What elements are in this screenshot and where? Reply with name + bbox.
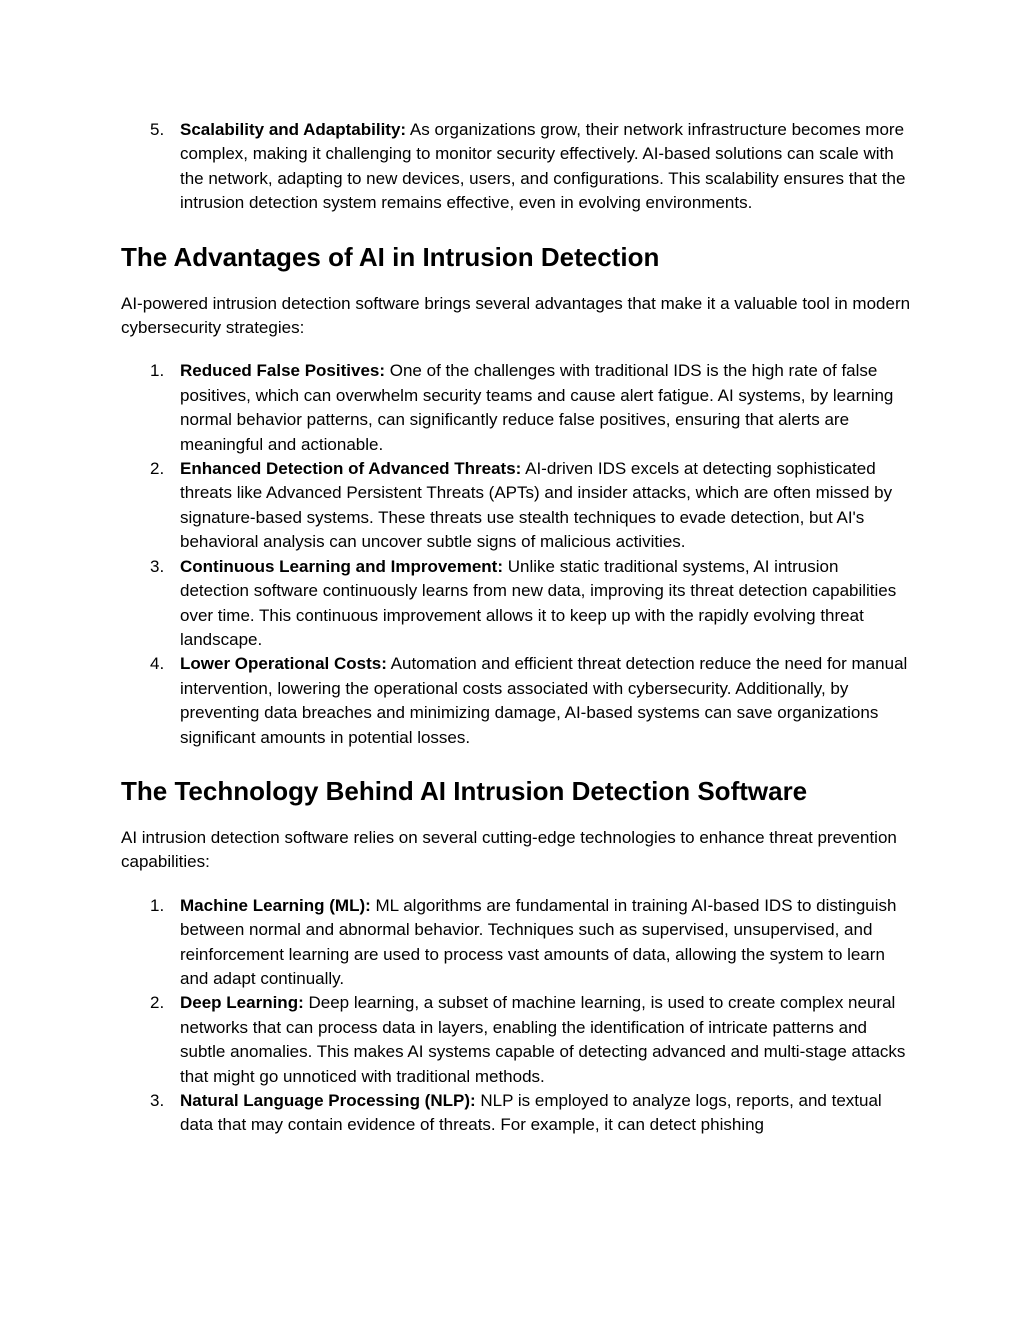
list-item-text: ML algorithms are fundamental in training AI-based IDS to distinguish between normal and abnormal behavior. Techniques such as supervised, unsupervised, and reinforcement learning are used to process vast amounts of data, allowing the system to learn and adapt continually. [180,895,897,988]
list-number: 3. [150,1091,165,1110]
list-item [121,991,911,1089]
list-item [121,359,911,457]
list-item [121,894,911,992]
list-item-text: AI-driven IDS excels at detecting sophisticated threats like Advanced Persistent Threats (APTs) and insider attacks, which are often missed by signature-based systems. These threats use stealth techniques to evade detection, but AI's behavioral analysis can uncover subtle signs of malicious activities. [180,459,893,552]
list-item-text: Deep learning, a subset of machine learning, is used to create complex neural networks that can process data in layers, enabling the identification of intricate patterns and subtle anomalies. This makes AI systems capable of detecting advanced and multi-stage attacks that might go unnoticed with traditional methods. [180,993,906,1086]
list-item-text: Unlike static traditional systems, AI intrusion detection software continuously learns from new data, improving its threat detection capabilities over time. This continuous improvement allows it to keep up with the rapidly evolving threat landscape. [180,556,897,649]
list-number: 1. [150,361,165,381]
list-item-text: One of the challenges with traditional IDS is the high rate of false positives, which can overwhelm security teams and cause alert fatigue. AI systems, by learning normal behavior patterns, can significantly reduce false positives, ensuring that alerts are meaningful and actionable. [180,361,894,454]
list-item-term: Scalability and Adaptability: [180,120,407,139]
advantages-heading: The Advantages of AI in Intrusion Detection [121,241,660,272]
scalability-list [121,118,911,216]
list-number: 2. [150,993,165,1013]
list-item-term: Lower Operational Costs: [180,654,387,674]
list-number: 5. [150,120,165,139]
list-item-term: Natural Language Processing (NLP): [180,1091,476,1110]
technology-intro: AI intrusion detection software relies on several cutting-edge technologies to enhance threat prevention capabilities: [121,827,897,872]
list-item-text: NLP is employed to analyze logs, reports, and textual data that may contain evidence of threats. For example, it can detect phishing [180,1091,882,1135]
list-item-text: Automation and efficient threat detection reduce the need for manual intervention, lowering the operational costs associated with cybersecurity. Additionally, by preventing data breaches and minimizing damage, AI-based systems can save organizations significant amounts in potential losses. [180,654,908,747]
list-number: 2. [150,459,165,479]
list-item [121,652,911,750]
list-item [121,118,911,216]
list-item-text: As organizations grow, their network infrastructure becomes more complex, making it challenging to monitor security effectively. AI-based solutions can scale with the network, adapting to new devices, users, and configurations. This scalability ensures that the intrusion detection system remains effective, even in evolving environments. [180,120,906,213]
list-number: 3. [150,556,165,576]
list-item-term: Enhanced Detection of Advanced Threats: [180,459,522,479]
list-item-term: Reduced False Positives: [180,361,386,381]
list-item-term: Continuous Learning and Improvement: [180,556,504,576]
list-item-term: Machine Learning (ML): [180,895,371,915]
list-item-term: Deep Learning: [180,993,304,1013]
document-page [121,118,911,1138]
advantages-intro: AI-powered intrusion detection software brings several advantages that make it a valuable tool in modern cybersecurity strategies: [121,293,911,338]
list-item [121,1089,911,1138]
technology-heading: The Technology Behind AI Intrusion Detection Software [121,775,808,806]
list-item [121,555,911,653]
list-item [121,457,911,555]
list-number: 1. [150,895,165,915]
technology-list [121,894,911,1138]
list-number: 4. [150,654,165,674]
advantages-list [121,359,911,750]
